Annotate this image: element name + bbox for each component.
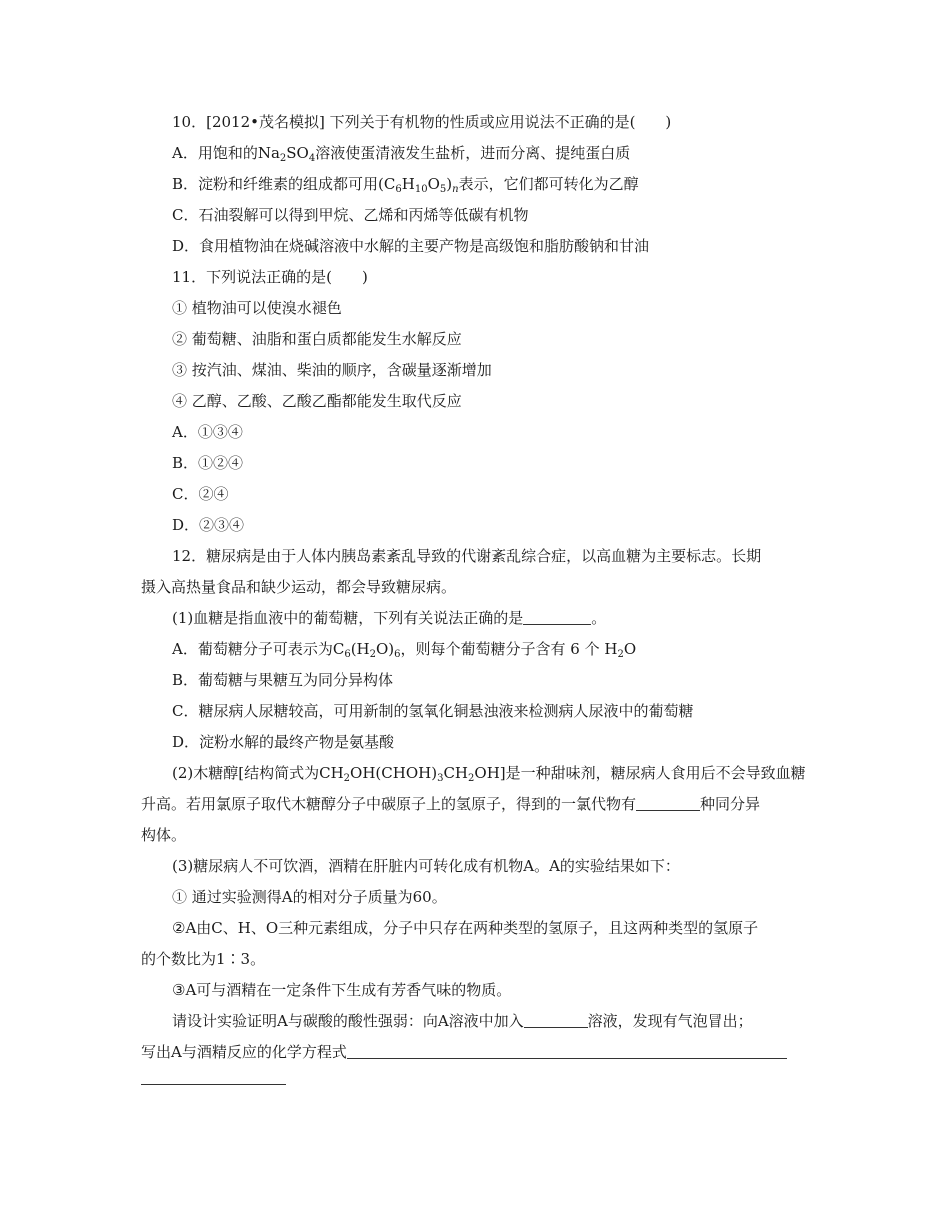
q11-statement-3: ③ 按汽油、煤油、柴油的顺序，含碳量逐渐增加 [172,361,492,379]
answer-blank [524,1013,588,1028]
answer-blank [347,1044,787,1059]
q12-part3-stem: (3)糖尿病人不可饮酒，酒精在肝脏内可转化成有机物A。A的实验结果如下： [172,857,680,875]
q12-part1-option-c: C．糖尿病人尿糖较高，可用新制的氢氧化铜悬浊液来检测病人尿液中的葡萄糖 [172,702,694,720]
q12-result-2-line1: ②A由C、H、O三种元素组成，分子中只存在两种类型的氢原子，且这两种类型的氢原子 [172,919,759,937]
q12-part2-line1: (2)木糖醇[结构简式为$CH_2OH(CHOH)_3CH_2OH$]是一种甜味剂，糖尿病人食用后不会导致血糖 [172,764,806,784]
q12-result-3: ③A可与酒精在一定条件下生成有芳香气味的物质。 [172,981,512,999]
q12-intro-line2: 摄入高热量食品和缺少运动，都会导致糖尿病。 [141,578,457,596]
answer-blank-continuation [141,1084,286,1085]
q12-equation-prompt: 写出A与酒精反应的化学方程式 [141,1042,787,1062]
q12-intro-line1: 12．糖尿病是由于人体内胰岛素紊乱导致的代谢紊乱综合症，以高血糖为主要标志。长期 [172,547,762,565]
q11-statement-2: ② 葡萄糖、油脂和蛋白质都能发生水解反应 [172,330,462,348]
q10-stem: 10．[2012•茂名模拟] 下列关于有机物的性质或应用说法不正确的是( ) [172,113,672,131]
answer-blank [636,796,700,811]
q12-result-1: ① 通过实验测得A的相对分子质量为60。 [172,888,447,906]
q11-stem: 11．下列说法正确的是( ) [172,268,368,286]
q12-part2-line3: 构体。 [141,826,187,844]
q12-result-2-line2: 的个数比为1∶3。 [141,950,266,968]
q11-option-c: C．②④ [172,485,229,503]
q12-part1-option-a: A．葡萄糖分子可表示为$C_6(H_2O)_6$，则每个葡萄糖分子含有 6 个 $H_2O$ [172,640,637,660]
q11-statement-1: ① 植物油可以使溴水褪色 [172,299,342,317]
q11-statement-4: ④ 乙醇、乙酸、乙酸乙酯都能发生取代反应 [172,392,462,410]
q11-option-a: A．①③④ [172,423,243,441]
q10-option-a: A．用饱和的$Na_2SO_4$溶液使蛋清液发生盐析，进而分离、提纯蛋白质 [172,144,631,164]
q12-design-prompt: 请设计实验证明A与碳酸的酸性强弱：向A溶液中加入 溶液，发现有气泡冒出； [172,1012,753,1030]
q12-part1-stem: (1)血糖是指血液中的葡萄糖，下列有关说法正确的是 。 [172,609,607,627]
q10-option-c: C．石油裂解可以得到甲烷、乙烯和丙烯等低碳有机物 [172,206,529,224]
q11-option-d: D．②③④ [172,516,245,534]
q11-option-b: B．①②④ [172,454,244,472]
q12-part1-option-d: D．淀粉水解的最终产物是氨基酸 [172,733,395,751]
answer-blank [523,610,591,625]
q12-part1-option-b: B．葡萄糖与果糖互为同分异构体 [172,671,394,689]
q12-part2-line2: 升高。若用氯原子取代木糖醇分子中碳原子上的氢原子，得到的一氯代物有 种同分异 [141,795,761,813]
q10-option-d: D．食用植物油在烧碱溶液中水解的主要产物是高级饱和脂肪酸钠和甘油 [172,237,650,255]
q10-option-b: B．淀粉和纤维素的组成都可用$(C_6H_{10}O_5)_n$表示，它们都可转化为乙醇 [172,175,639,195]
